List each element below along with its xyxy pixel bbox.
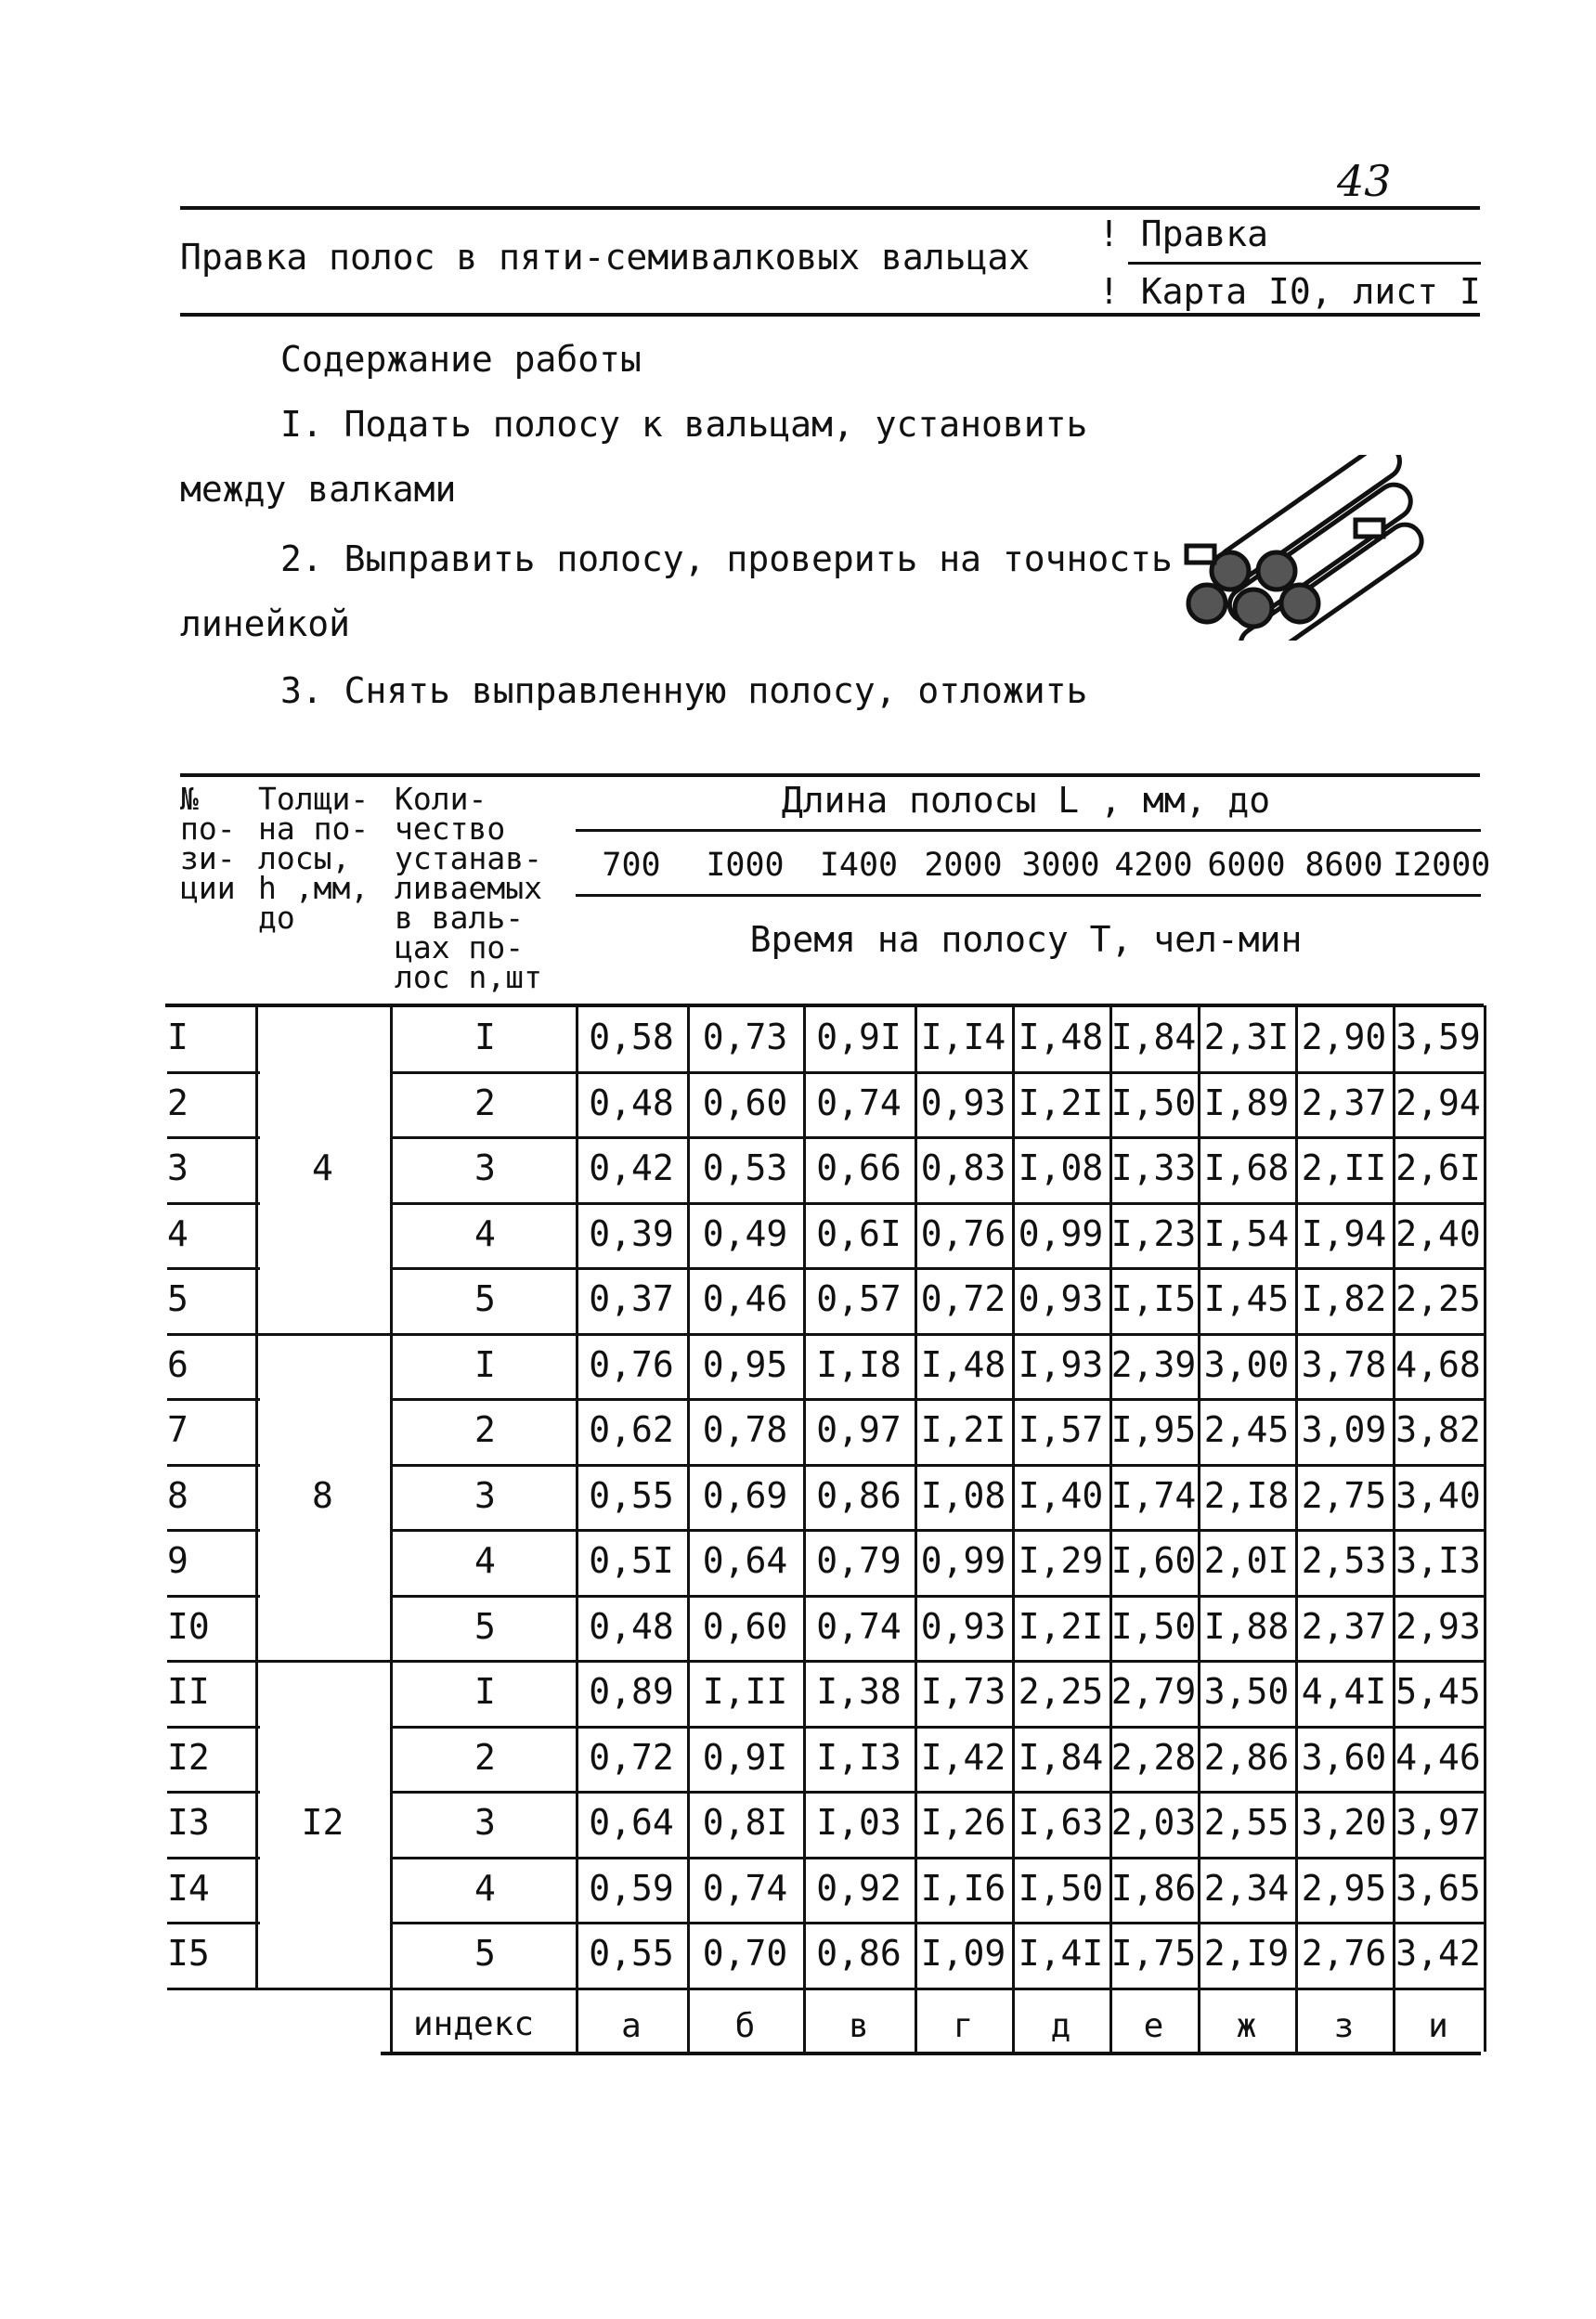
time-value-cell: 3,09 [1301,1409,1387,1450]
time-value-cell: I,45 [1203,1278,1290,1319]
time-value-cell: 0,58 [589,1017,674,1057]
time-value-cell: I,68 [1203,1147,1290,1188]
time-value-cell: I,60 [1110,1540,1197,1581]
time-value-cell: 2,I9 [1203,1933,1290,1974]
index-letter: е [1143,2007,1164,2045]
row-separator [390,1726,1484,1729]
row-separator [390,1398,1484,1401]
time-header: Время на полосу Т, чел-мин [749,919,1303,960]
row-separator [390,1857,1484,1859]
time-value-cell: 3,65 [1395,1867,1481,1909]
row-strip-count: 5 [474,1605,496,1647]
time-value-cell: 0,74 [816,1605,902,1647]
time-value-cell: 2,79 [1110,1671,1197,1712]
step-1-line-1: I. Подать полосу к вальцам, установить [280,404,1088,445]
column-divider [803,1005,806,2052]
row-position-number: I5 [167,1933,210,1974]
time-value-cell: 0,86 [816,1933,902,1974]
row-separator [390,1660,1484,1663]
time-value-cell: I,86 [1110,1867,1197,1909]
index-letter: д [1050,2007,1071,2045]
length-value: I000 [706,847,785,884]
length-header: Длина полосы L , мм, до [781,780,1271,821]
column-divider [1484,1005,1486,2052]
column-divider [1012,1005,1015,2052]
time-value-cell: 0,74 [816,1082,902,1123]
time-value-cell: I,48 [1018,1017,1104,1057]
roller-end-2 [1235,589,1272,627]
strip-end-right [1356,520,1383,537]
row-position-number: 9 [167,1540,188,1581]
time-value-cell: 0,9I [816,1017,902,1057]
time-value-cell: I,74 [1110,1474,1197,1516]
time-value-cell: I,50 [1110,1605,1197,1647]
time-value-cell: 2,34 [1203,1867,1290,1909]
row-separator [167,1922,260,1924]
time-value-cell: 0,89 [589,1671,674,1712]
time-value-cell: 0,8I [702,1802,788,1843]
time-value-cell: 0,70 [702,1933,788,1974]
time-value-cell: 0,55 [589,1474,674,1516]
time-value-cell: I,94 [1301,1212,1387,1254]
row-strip-count: 4 [474,1212,496,1254]
time-value-cell: 0,74 [702,1867,788,1909]
row-separator [167,1595,260,1598]
time-value-cell: I,38 [816,1671,902,1712]
time-value-cell: 2,6I [1395,1147,1481,1188]
index-letter: б [734,2007,756,2045]
time-value-cell: 2,II [1301,1147,1387,1188]
time-value-cell: 0,60 [702,1605,788,1647]
time-value-cell: I,88 [1203,1605,1290,1647]
time-value-cell: I,50 [1110,1082,1197,1123]
time-value-cell: I,II [702,1671,788,1712]
time-value-cell: 2,94 [1395,1082,1481,1123]
time-value-cell: 3,I3 [1395,1540,1481,1581]
time-value-cell: I,33 [1110,1147,1197,1188]
row-separator [167,1136,260,1139]
row-strip-count: I [474,1343,496,1385]
row-separator [167,1071,260,1074]
length-value: I2000 [1393,847,1491,884]
row-strip-count: 4 [474,1867,496,1909]
time-value-cell: 2,39 [1110,1343,1197,1385]
time-value-cell: 2,93 [1395,1605,1481,1647]
row-strip-count: 2 [474,1409,496,1450]
time-value-cell: 0,64 [702,1540,788,1581]
column-divider [1198,1005,1200,2052]
col-thickness-header: Толщи- на по- лосы, h ,мм, до [258,781,370,936]
time-value-cell: 3,97 [1395,1802,1481,1843]
time-value-cell: 0,37 [589,1278,674,1319]
row-position-number: 3 [167,1147,188,1188]
time-value-cell: I,54 [1203,1212,1290,1254]
time-value-cell: 0,53 [702,1147,788,1188]
time-value-cell: 2,95 [1301,1867,1387,1909]
column-divider [1393,1005,1395,2052]
index-letter: з [1333,2007,1355,2045]
row-separator [167,1267,260,1270]
time-value-cell: 0,57 [816,1278,902,1319]
time-value-cell: 0,6I [816,1212,902,1254]
row-position-number: I3 [167,1802,210,1843]
body-top-rule [165,1004,1484,1007]
row-separator [390,1922,1484,1924]
time-value-cell: I,2I [920,1409,1006,1450]
length-value: 2000 [924,847,1003,884]
time-value-cell: 0,78 [702,1409,788,1450]
time-value-cell: 0,93 [920,1082,1006,1123]
column-divider [687,1005,690,2052]
thickness-group-value: 4 [312,1147,333,1188]
time-value-cell: 0,99 [920,1540,1006,1581]
time-value-cell: 2,3I [1203,1017,1290,1057]
row-strip-count: 5 [474,1278,496,1319]
row-position-number: 8 [167,1474,188,1516]
time-value-cell: 0,76 [920,1212,1006,1254]
row-strip-count: 2 [474,1736,496,1778]
time-value-cell: 4,46 [1395,1736,1481,1778]
time-value-cell: I,95 [1110,1409,1197,1450]
time-value-cell: I,26 [920,1802,1006,1843]
time-value-cell: I,08 [1018,1147,1104,1188]
time-value-cell: 4,68 [1395,1343,1481,1385]
row-separator [390,1988,1484,1990]
length-header-rule [576,829,1481,832]
length-value: 700 [602,847,661,884]
time-value-cell: 2,40 [1395,1212,1481,1254]
row-separator [167,1202,260,1205]
row-position-number: II [167,1671,210,1712]
time-value-cell: 0,99 [1018,1212,1104,1254]
row-position-number: 2 [167,1082,188,1123]
time-value-cell: I,2I [1018,1605,1104,1647]
time-value-cell: 2,25 [1395,1278,1481,1319]
row-position-number: 6 [167,1343,188,1385]
time-value-cell: 0,5I [589,1540,674,1581]
time-value-cell: I,82 [1301,1278,1387,1319]
time-value-cell: 2,37 [1301,1605,1387,1647]
time-value-cell: I,03 [816,1802,902,1843]
time-value-cell: I,93 [1018,1343,1104,1385]
row-strip-count: 2 [474,1082,496,1123]
row-position-number: I2 [167,1736,210,1778]
time-value-cell: 0,83 [920,1147,1006,1188]
row-strip-count: 3 [474,1802,496,1843]
length-value: 4200 [1114,847,1193,884]
length-value: 3000 [1021,847,1100,884]
time-value-cell: 0,39 [589,1212,674,1254]
time-value-cell: I,09 [920,1933,1006,1974]
time-value-cell: 0,66 [816,1147,902,1188]
length-value: 6000 [1207,847,1286,884]
index-letter: а [621,2007,642,2045]
step-1-line-2: между валками [180,469,457,510]
time-value-cell: 0,95 [702,1343,788,1385]
time-value-cell: I,84 [1110,1017,1197,1057]
time-value-cell: 2,28 [1110,1736,1197,1778]
time-value-cell: I,75 [1110,1933,1197,1974]
time-value-cell: I,4I [1018,1933,1104,1974]
work-content-heading: Содержание работы [280,339,642,380]
roller-end-1 [1188,585,1226,622]
time-value-cell: 3,82 [1395,1409,1481,1450]
step-2-line-2: линейкой [180,603,351,644]
time-value-cell: I,I8 [816,1343,902,1385]
index-bottom-rule [381,2052,1481,2055]
time-value-cell: 2,90 [1301,1017,1387,1057]
time-value-cell: 2,45 [1203,1409,1290,1450]
time-value-cell: I,50 [1018,1867,1104,1909]
time-value-cell: 0,64 [589,1802,674,1843]
index-letter: и [1428,2007,1448,2045]
row-strip-count: I [474,1671,496,1712]
time-value-cell: I,08 [920,1474,1006,1516]
row-separator [390,1071,1484,1074]
time-value-cell: 2,I8 [1203,1474,1290,1516]
time-value-cell: 0,9I [702,1736,788,1778]
time-value-cell: 0,73 [702,1017,788,1057]
column-divider [390,1005,393,2052]
row-separator [167,1398,260,1401]
column-divider [576,1005,578,2052]
row-separator [390,1267,1484,1270]
time-value-cell: 0,48 [589,1082,674,1123]
row-position-number: I [167,1017,188,1057]
row-separator [167,1791,260,1794]
lengths-rule [576,894,1481,897]
length-value: I400 [819,847,899,884]
page-number: 43 [1337,156,1392,206]
time-value-cell: 0,79 [816,1540,902,1581]
row-position-number: 4 [167,1212,188,1254]
column-divider [1109,1005,1112,2052]
length-value: 8600 [1304,847,1383,884]
time-value-cell: I,29 [1018,1540,1104,1581]
time-value-cell: 0,42 [589,1147,674,1188]
time-value-cell: 3,42 [1395,1933,1481,1974]
time-value-cell: 2,55 [1203,1802,1290,1843]
row-separator [167,1726,260,1729]
section-label: ! Правка [1098,214,1269,254]
time-value-cell: I,40 [1018,1474,1104,1516]
time-value-cell: 3,59 [1395,1017,1481,1057]
thickness-group-value: 8 [312,1474,333,1516]
card-label: ! Карта I0, лист I [1098,271,1481,312]
time-value-cell: 5,45 [1395,1671,1481,1712]
time-value-cell: 2,37 [1301,1082,1387,1123]
time-value-cell: 0,69 [702,1474,788,1516]
time-value-cell: I,I5 [1110,1278,1197,1319]
time-value-cell: 0,55 [589,1933,674,1974]
header-bottom-rule [180,313,1480,317]
section-underline [1128,262,1481,265]
time-value-cell: I,73 [920,1671,1006,1712]
step-2-line-1: 2. Выправить полосу, проверить на точность [280,538,1173,579]
time-value-cell: 2,75 [1301,1474,1387,1516]
time-value-cell: I,I3 [816,1736,902,1778]
time-value-cell: 2,0I [1203,1540,1290,1581]
document-title: Правка полос в пяти-семивалковых вальцах [180,237,1031,278]
row-strip-count: 3 [474,1474,496,1516]
column-divider [1295,1005,1298,2052]
row-position-number: I0 [167,1605,210,1647]
time-value-cell: 0,86 [816,1474,902,1516]
time-value-cell: I,I4 [920,1017,1006,1057]
strip-end-left [1187,546,1214,563]
col-count-header: Коли- чество устанав- ливаемых в валь- цах по- лос n,шт [395,781,542,995]
row-strip-count: 5 [474,1933,496,1974]
row-position-number: 7 [167,1409,188,1450]
time-value-cell: 3,78 [1301,1343,1387,1385]
time-value-cell: 0,93 [920,1605,1006,1647]
row-position-number: I4 [167,1867,210,1909]
row-separator [390,1333,1484,1336]
row-separator [167,1857,260,1859]
time-value-cell: 0,93 [1018,1278,1104,1319]
time-value-cell: 0,48 [589,1605,674,1647]
rollers-icon [1170,455,1486,641]
time-value-cell: 2,53 [1301,1540,1387,1581]
time-value-cell: 2,76 [1301,1933,1387,1974]
time-value-cell: 3,20 [1301,1802,1387,1843]
row-separator [390,1529,1484,1532]
row-strip-count: I [474,1017,496,1057]
row-separator [390,1202,1484,1205]
time-value-cell: 2,86 [1203,1736,1290,1778]
roller-end-3 [1281,585,1318,622]
index-letter: г [953,2007,974,2045]
row-separator [167,1529,260,1532]
thickness-group-value: I2 [301,1802,344,1843]
roller-end-5 [1258,552,1295,589]
time-value-cell: 3,60 [1301,1736,1387,1778]
column-divider [255,1005,258,1988]
time-value-cell: I,I6 [920,1867,1006,1909]
header-top-rule [180,206,1480,210]
row-separator [390,1791,1484,1794]
time-value-cell: 0,72 [920,1278,1006,1319]
time-value-cell: 0,60 [702,1082,788,1123]
time-value-cell: 0,72 [589,1736,674,1778]
time-value-cell: 3,40 [1395,1474,1481,1516]
time-value-cell: 0,49 [702,1212,788,1254]
roller-end-4 [1212,552,1249,589]
row-strip-count: 4 [474,1540,496,1581]
time-value-cell: 0,92 [816,1867,902,1909]
table-top-rule [180,773,1480,777]
step-3-line: 3. Снять выправленную полосу, отложить [280,670,1088,711]
time-value-cell: I,89 [1203,1082,1290,1123]
column-divider [915,1005,917,2052]
row-separator [390,1136,1484,1139]
time-value-cell: I,48 [920,1343,1006,1385]
time-value-cell: 2,25 [1018,1671,1104,1712]
time-value-cell: I,42 [920,1736,1006,1778]
row-strip-count: 3 [474,1147,496,1188]
time-value-cell: I,63 [1018,1802,1104,1843]
time-value-cell: 0,62 [589,1409,674,1450]
index-letter: в [849,2007,869,2045]
time-value-cell: 2,03 [1110,1802,1197,1843]
row-separator [390,1464,1484,1467]
index-label: индекс [412,2005,535,2043]
row-separator [390,1595,1484,1598]
time-value-cell: 4,4I [1301,1671,1387,1712]
time-value-cell: I,84 [1018,1736,1104,1778]
time-value-cell: I,2I [1018,1082,1104,1123]
time-value-cell: 3,00 [1203,1343,1290,1385]
row-separator [167,1464,260,1467]
time-value-cell: 0,97 [816,1409,902,1450]
index-letter: ж [1236,2007,1257,2045]
time-value-cell: 0,59 [589,1867,674,1909]
time-value-cell: I,57 [1018,1409,1104,1450]
time-value-cell: 3,50 [1203,1671,1290,1712]
row-position-number: 5 [167,1278,188,1319]
time-value-cell: 0,46 [702,1278,788,1319]
col-no-header: № по- зи- ции [180,781,236,906]
time-value-cell: I,23 [1110,1212,1197,1254]
time-value-cell: 0,76 [589,1343,674,1385]
